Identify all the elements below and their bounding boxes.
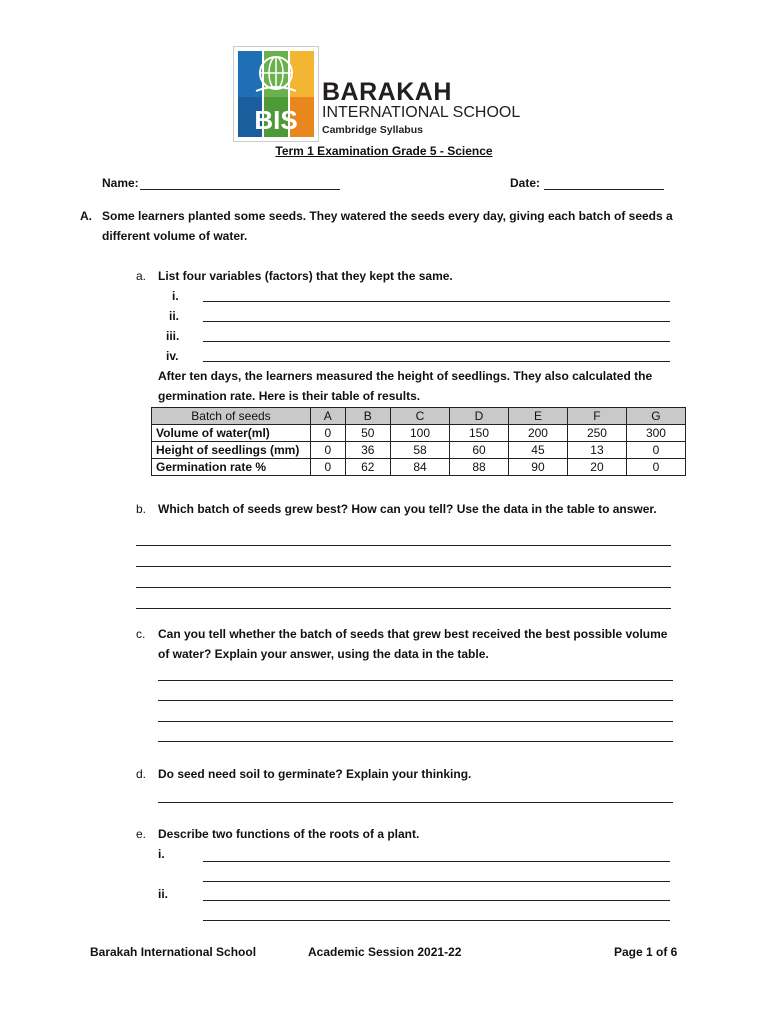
answer-item-label: iv.	[166, 349, 179, 363]
name-label: Name:	[102, 176, 139, 190]
table-header-cell: B	[345, 408, 390, 425]
footer-school: Barakah International School	[90, 945, 257, 959]
table-cell: 0	[311, 425, 346, 442]
section-intro-line2: different volume of water.	[102, 229, 248, 243]
table-row-label: Volume of water(ml)	[152, 425, 311, 442]
school-logo	[233, 46, 319, 142]
answer-line[interactable]	[203, 881, 670, 882]
answer-line[interactable]	[136, 587, 671, 588]
school-subtitle: INTERNATIONAL SCHOOL	[322, 104, 521, 121]
table-cell: 50	[345, 425, 390, 442]
answer-line[interactable]	[158, 700, 673, 701]
question-d-marker: d.	[136, 767, 147, 781]
table-row	[152, 459, 686, 476]
answer-line[interactable]	[203, 341, 670, 342]
results-intro-line1: After ten days, the learners measured the height of seedlings. They also calculated the	[158, 369, 653, 383]
table-row	[152, 442, 686, 459]
table-row	[152, 425, 686, 442]
section-marker: A.	[80, 209, 92, 223]
table-cell: 62	[345, 459, 390, 476]
table-row-label: Height of seedlings (mm)	[152, 442, 311, 459]
table-cell: 100	[391, 425, 450, 442]
table-cell: 90	[508, 459, 567, 476]
results-table	[151, 407, 686, 476]
date-label: Date:	[510, 176, 541, 190]
answer-line[interactable]	[203, 301, 670, 302]
table-cell: 13	[567, 442, 626, 459]
table-cell: 150	[450, 425, 509, 442]
answer-item-label: ii.	[158, 887, 169, 901]
question-e-marker: e.	[136, 827, 147, 841]
answer-line[interactable]	[136, 545, 671, 546]
table-header-cell: C	[391, 408, 450, 425]
answer-line[interactable]	[136, 566, 671, 567]
answer-item-label: iii.	[166, 329, 180, 343]
question-c-text-line2: of water? Explain your answer, using the data in the table.	[158, 647, 489, 661]
footer-page-number: Page 1 of 6	[614, 945, 678, 959]
logo-letters: BIS	[254, 105, 298, 135]
table-cell: 88	[450, 459, 509, 476]
answer-line[interactable]	[203, 920, 670, 921]
answer-item-label: ii.	[169, 309, 180, 323]
question-b-text: Which batch of seeds grew best? How can you tell? Use the data in the table to answer.	[158, 502, 657, 516]
table-row-label: Germination rate %	[152, 459, 311, 476]
school-name: BARAKAH	[322, 78, 452, 106]
table-cell: 84	[391, 459, 450, 476]
answer-line[interactable]	[203, 321, 670, 322]
question-a-text: List four variables (factors) that they kept the same.	[158, 269, 453, 283]
table-cell: 0	[311, 459, 346, 476]
question-a-marker: a.	[136, 269, 147, 283]
table-header-cell: F	[567, 408, 626, 425]
answer-line[interactable]	[136, 608, 671, 609]
table-cell: 0	[626, 459, 685, 476]
table-header-cell: Batch of seeds	[152, 408, 311, 425]
table-cell: 250	[567, 425, 626, 442]
table-cell: 36	[345, 442, 390, 459]
table-cell: 45	[508, 442, 567, 459]
table-cell: 60	[450, 442, 509, 459]
table-header-cell: D	[450, 408, 509, 425]
footer-session: Academic Session 2021-22	[308, 945, 462, 959]
table-cell: 0	[311, 442, 346, 459]
exam-title: Term 1 Examination Grade 5 - Science	[275, 144, 493, 158]
answer-item-label: i.	[172, 289, 179, 303]
table-header-cell: E	[508, 408, 567, 425]
results-intro-line2: germination rate. Here is their table of results.	[158, 389, 421, 403]
answer-line[interactable]	[203, 861, 670, 862]
answer-line[interactable]	[158, 721, 673, 722]
question-d-text: Do seed need soil to germinate? Explain your thinking.	[158, 767, 472, 781]
section-intro-line1: Some learners planted some seeds. They watered the seeds every day, giving each batch of seeds a	[102, 209, 673, 223]
answer-line[interactable]	[158, 741, 673, 742]
answer-item-label: i.	[158, 847, 165, 861]
table-cell: 20	[567, 459, 626, 476]
question-c-marker: c.	[136, 627, 146, 641]
answer-line[interactable]	[203, 900, 670, 901]
table-header-row	[152, 408, 686, 425]
name-field[interactable]	[140, 189, 340, 190]
date-field[interactable]	[544, 189, 664, 190]
table-cell: 200	[508, 425, 567, 442]
question-b-marker: b.	[136, 502, 147, 516]
answer-line[interactable]	[203, 361, 670, 362]
table-header-cell: A	[311, 408, 346, 425]
table-cell: 300	[626, 425, 685, 442]
answer-line[interactable]	[158, 802, 673, 803]
school-tagline: Cambridge Syllabus	[322, 124, 423, 136]
table-cell: 58	[391, 442, 450, 459]
question-e-text: Describe two functions of the roots of a plant.	[158, 827, 420, 841]
table-cell: 0	[626, 442, 685, 459]
answer-line[interactable]	[158, 680, 673, 681]
table-header-cell: G	[626, 408, 685, 425]
question-c-text-line1: Can you tell whether the batch of seeds that grew best received the best possible volume	[158, 627, 668, 641]
